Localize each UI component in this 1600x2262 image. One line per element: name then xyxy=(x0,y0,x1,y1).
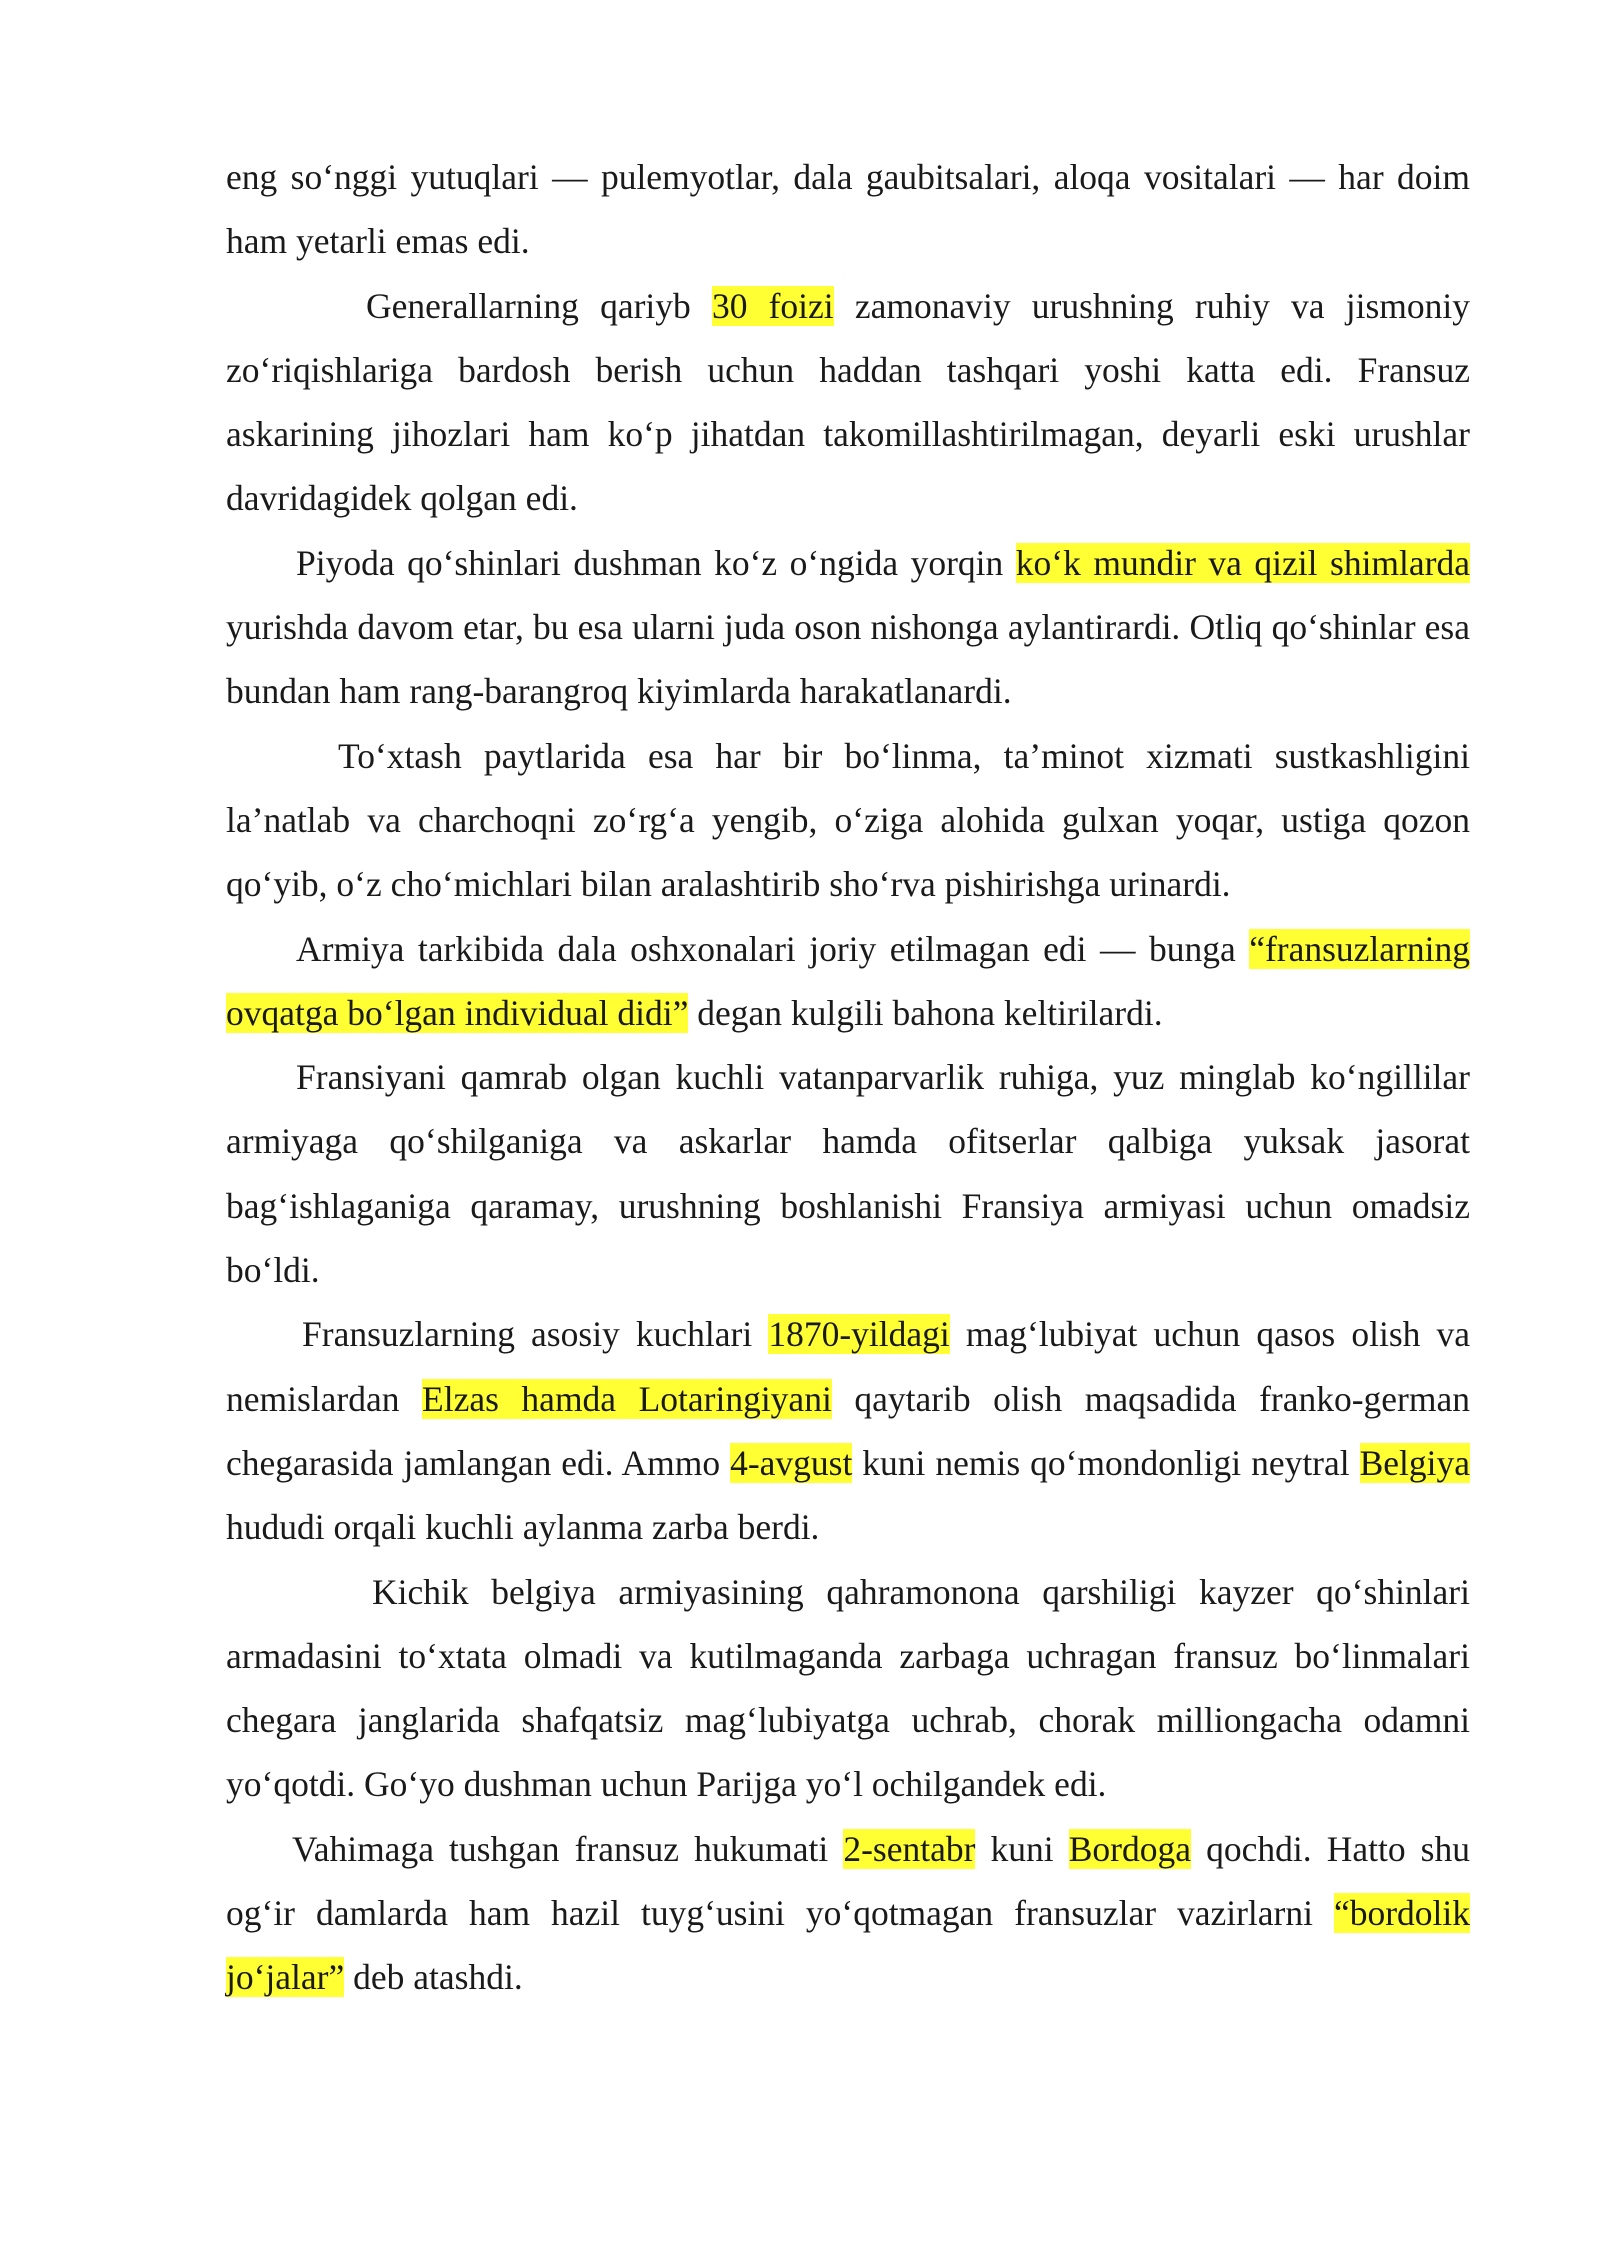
paragraph-text: degan kulgili bahona keltirilardi. xyxy=(688,992,1163,1033)
paragraph-text: deb atashdi. xyxy=(344,1957,523,1998)
paragraph-text: eng so‘nggi yutuqlari — pulemyotlar, dala gaubitsalari, aloqa vositalari — har doim ham yetarli emas edi. xyxy=(226,157,1470,262)
paragraph-text: To‘xtash paytlarida esa har bir bo‘linma, ta’minot xizmati sustkashligini la’natlab va charchoqni zo‘rg‘a yengib, o‘ziga alohida gulxan yoqar, ustiga qozon qo‘yib, o‘z cho‘michlari bilan aralashtirib sho‘rva pishirishga urinardi. xyxy=(226,735,1470,905)
highlighted-text: 1870-yildagi xyxy=(768,1314,950,1355)
paragraph-text: zamonaviy urushning ruhiy va jismoniy zo‘riqishlariga bardosh berish uchun haddan tashqari yoshi katta edi. Fransuz askarining jihozlari ham ko‘p jihatdan takomillashtirilmagan, deyarli eski urushlar davridagidek qolgan edi. xyxy=(226,285,1470,519)
paragraph-text: qochdi. Hatto shu og‘ir damlarda ham hazil tuyg‘usini yo‘qotmagan fransuzlar vazirlarni xyxy=(226,1828,1470,1934)
highlighted-text: Elzas hamda Lotaringiyani xyxy=(422,1378,832,1419)
paragraph-text: Vahimaga tushgan fransuz hukumati xyxy=(292,1828,844,1869)
paragraph-text: Generallarning qariyb xyxy=(366,285,712,326)
paragraph-text: kuni xyxy=(975,1828,1069,1869)
paragraph-text: Fransuzlarning asosiy kuchlari xyxy=(302,1314,769,1355)
highlighted-text: “bordolik jo‘jalar” xyxy=(226,1893,1470,1998)
highlighted-text: 4-avgust xyxy=(730,1442,853,1483)
paragraph-text: Kichik belgiya armiyasining qahramonona qarshiligi kayzer qo‘shinlari armadasini to‘xtata olmadi va kutilmaganda zarbaga uchragan fransuz bo‘linmalari chegara janglarida shafqatsiz mag‘lubiyatga uchrab, chorak milliongacha odamni yo‘qotdi. Go‘yo dushman uchun Parijga yo‘l ochilgandek edi. xyxy=(226,1571,1470,1805)
paragraph xyxy=(226,1045,1470,1302)
paragraph xyxy=(226,1302,1470,1559)
paragraph-text: qaytarib olish maqsadida franko-german chegarasida jamlangan edi. Ammo xyxy=(226,1378,1470,1483)
highlighted-text: “fransuzlarning ovqatga bo‘lgan individual didi” xyxy=(226,928,1470,1033)
document-body xyxy=(226,145,1470,2010)
paragraph xyxy=(226,1560,1470,1817)
highlighted-text: Bordoga xyxy=(1068,1828,1192,1869)
paragraph-text: hududi orqali kuchli aylanma zarba berdi. xyxy=(226,1507,820,1548)
highlighted-text: ko‘k mundir va qizil shimlarda xyxy=(1015,542,1470,583)
highlighted-text: 2-sentabr xyxy=(843,1828,976,1869)
paragraph xyxy=(226,145,1470,274)
paragraph xyxy=(226,1817,1470,2010)
paragraph xyxy=(226,724,1470,917)
paragraph-text: Armiya tarkibida dala oshxonalari joriy etilmagan edi — bunga xyxy=(296,928,1250,969)
highlighted-text: 30 foizi xyxy=(711,285,834,326)
paragraph-text: Fransiyani qamrab olgan kuchli vatanparvarlik ruhiga, yuz minglab ko‘ngillilar armiyaga qo‘shilganiga va askarlar hamda ofitserlar qalbiga yuksak jasorat bag‘ishlaganiga qaramay, urushning boshlanishi Fransiya armiyasi uchun omadsiz bo‘ldi. xyxy=(226,1057,1470,1291)
paragraph xyxy=(226,531,1470,724)
highlighted-text: Belgiya xyxy=(1359,1442,1470,1483)
paragraph xyxy=(226,274,1470,531)
paragraph-text: yurishda davom etar, bu esa ularni juda oson nishonga aylantirardi. Otliq qo‘shinlar esa bundan ham rang-barangroq kiyimlarda harakatlanardi. xyxy=(226,607,1470,712)
paragraph-text: mag‘lubiyat uchun qasos olish va nemislardan xyxy=(226,1314,1470,1419)
paragraph-text: kuni nemis qo‘mondonligi neytral xyxy=(852,1442,1360,1483)
paragraph-text: Piyoda qo‘shinlari dushman ko‘z o‘ngida yorqin xyxy=(296,542,1016,583)
paragraph xyxy=(226,917,1470,1046)
